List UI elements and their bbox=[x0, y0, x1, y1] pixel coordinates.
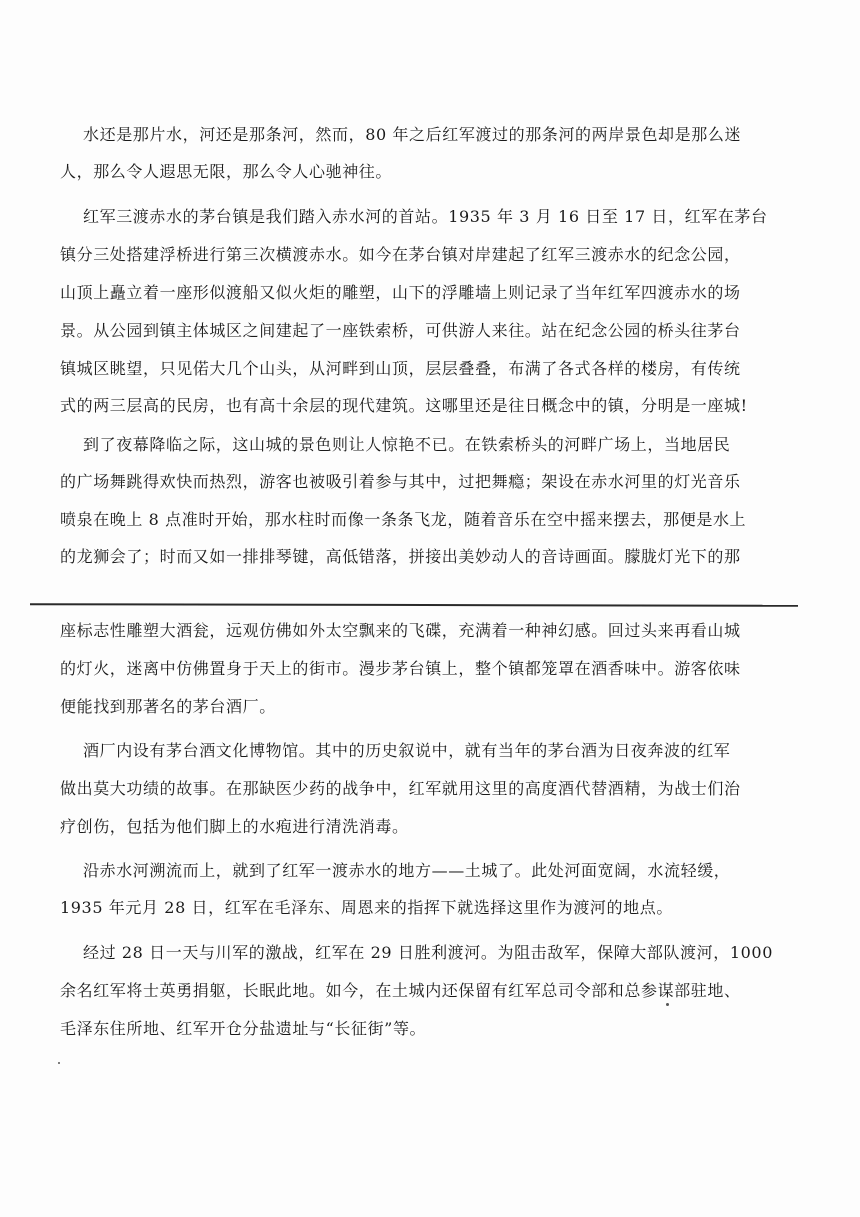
text-line: 水还是那片水，河还是那条河，然而，80 年之后红军渡过的那条河的两岸景色却是那么迷 bbox=[83, 125, 742, 144]
text-line: 喷泉在晚上 8 点准时开始，那水柱时而像一条条飞龙，随着音乐在空中摇来摆去，那便是水上 bbox=[60, 510, 747, 529]
text-line: 镇城区眺望，只见偌大几个山头，从河畔到山顶，层层叠叠，布满了各式各样的楼房，有传统 bbox=[60, 359, 741, 378]
text-line: 1935 年元月 28 日，红军在毛泽东、周恩来的指挥下就选择这里作为渡河的地点。 bbox=[60, 898, 673, 917]
text-line: 经过 28 日一天与川军的激战，红军在 29 日胜利渡河。为阻击敌军，保障大部队渡河，1000 bbox=[83, 943, 773, 962]
text-line: 景。从公园到镇主体城区之间建起了一座铁索桥，可供游人来往。站在纪念公园的桥头往茅台 bbox=[60, 321, 741, 340]
text-line: 便能找到那著名的茅台酒厂。 bbox=[60, 697, 276, 716]
text-line: 的龙狮会了；时而又如一排排琴键，高低错落，拼接出美妙动人的音诗画面。朦胧灯光下的那 bbox=[60, 547, 741, 566]
text-line: 山顶上矗立着一座形似渡船又似火炬的雕塑，山下的浮雕墙上则记录了当年红军四渡赤水的场 bbox=[60, 283, 741, 302]
text-line: 式的两三层高的民房，也有高十余层的现代建筑。这哪里还是往日概念中的镇，分明是一座城! bbox=[60, 396, 748, 415]
text-line: 红军三渡赤水的茅台镇是我们踏入赤水河的首站。1935 年 3 月 16 日至 17 日，红军在茅台 bbox=[83, 207, 768, 226]
text-line: 做出莫大功绩的故事。在那缺医少药的战争中，红军就用这里的高度酒代替酒精，为战士们治 bbox=[60, 779, 741, 798]
text-line: 酒厂内设有茅台酒文化博物馆。其中的历史叙说中，就有当年的茅台酒为日夜奔波的红军 bbox=[83, 741, 731, 760]
scan-speck bbox=[58, 1062, 60, 1064]
page-fold-line bbox=[30, 603, 798, 607]
scan-speck bbox=[666, 1003, 669, 1006]
text-line: 座标志性雕塑大酒瓮，远观仿佛如外太空飘来的飞碟，充满着一种神幻感。回过头来再看山城 bbox=[60, 621, 741, 640]
text-line: 疗创伤，包括为他们脚上的水疱进行清洗消毒。 bbox=[60, 817, 409, 836]
text-line: 沿赤水河溯流而上，就到了红军一渡赤水的地方——土城了。此处河面宽阔，水流轻缓， bbox=[83, 861, 731, 880]
text-line: 到了夜幕降临之际，这山城的景色则让人惊艳不已。在铁索桥头的河畔广场上，当地居民 bbox=[83, 435, 731, 454]
text-line: 毛泽东住所地、红军开仓分盐遗址与“长征街”等。 bbox=[60, 1019, 427, 1038]
text-line: 镇分三处搭建浮桥进行第三次横渡赤水。如今在茅台镇对岸建起了红军三渡赤水的纪念公园， bbox=[60, 245, 741, 264]
text-line: 的广场舞跳得欢快而热烈，游客也被吸引着参与其中，过把舞瘾；架设在赤水河里的灯光音乐 bbox=[60, 472, 741, 491]
text-line: 余名红军将士英勇捐躯，长眠此地。如今，在土城内还保留有红军总司令部和总参谋部驻地、 bbox=[60, 981, 741, 1000]
text-line: 人，那么令人遐思无限，那么令人心驰神往。 bbox=[60, 162, 393, 181]
text-line: 的灯火，迷离中仿佛置身于天上的街市。漫步茅台镇上，整个镇都笼罩在酒香味中。游客依味 bbox=[60, 659, 741, 678]
